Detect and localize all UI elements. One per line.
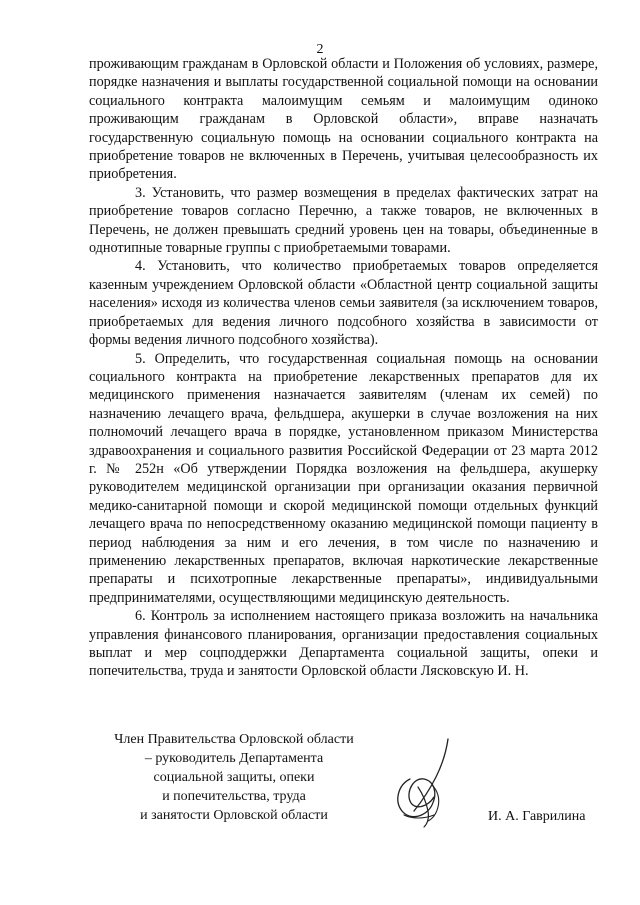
signatory-position — [84, 730, 384, 825]
signer-name: И. А. Гаврилина — [488, 809, 586, 824]
signatory-position-line: – руководитель Департамента — [144, 751, 324, 766]
signatory-position-line: социальной защиты, опеки — [153, 770, 315, 785]
paragraph-item-3: 3. Установить, что размер возмещения в пределах фактических затрат на приобретение товаров согласно Перечню, а также товаров, не включенных в Перечень, не должен превышать средний уровень цен на товары, объединенные в однотипные товарные группы с приобретаемыми товарами. — [89, 184, 598, 257]
paragraph-item-6: 6. Контроль за исполнением настоящего приказа возложить на начальника управления финансового планирования, организации предоставления социальных выплат и мер соцподдержки Департамента социальной защиты, опеки и попечительства, труда и занятости Орловской области Лясковскую И. Н. — [89, 608, 598, 680]
signatory-position-line: и попечительства, труда — [162, 789, 306, 804]
paragraph-continuation: проживающим гражданам в Орловской области и Положения об условиях, размере, порядке назначения и выплаты государственной социальной помощи на основании социального контракта малоимущим семьям и малоимущим одиноко проживающим гражданам в Орловской области», вправе назначать государственную социальную помощь на основании социального контракта на приобретение товаров не включенных в Перечень, учитывая целесообразность их приобретения. — [89, 56, 598, 183]
paragraph-item-4: 4. Установить, что количество приобретаемых товаров определяется казенным учреждением Орловской области «Областной центр социальной защиты населения» исходя из количества членов семьи заявителя (за исключением товаров, приобретаемых для ведения личного подсобного хозяйства в зависимости от формы ведения личного подсобного хозяйства). — [89, 258, 598, 349]
document-body — [89, 55, 598, 681]
signatory-position-line: и занятости Орловской области — [140, 808, 328, 823]
paragraph-item-5: 5. Определить, что государственная социальная помощь на основании социального контракта на приобретение лекарственных препаратов для их медицинского применения назначается заявителям (членам их семей) по назначению лечащего врача, фельдшера, акушерки в случае возложения на них полномочий лечащего врача в порядке, установленном приказом Министерства здравоохранения и социального развития Российской Федерации от 23 марта 2012 г. № 252н «Об утверждении Порядка возложения на фельдшера, акушерку руководителем медицинской организации при организации оказания первичной медико-санитарной помощи и скорой медицинской помощи отдельных функций лечащего врача по непосредственному оказанию медицинской помощи пациенту в период наблюдения за ним и его лечения, в том числе по назначению и применению лекарственных препаратов, включая наркотические лекарственные препараты и психотропные лекарственные препараты», индивидуальными предпринимателями, осуществляющими медицинскую деятельность. — [89, 350, 598, 606]
handwritten-signature — [388, 735, 460, 831]
signatory-position-line: Член Правительства Орловской области — [114, 732, 354, 747]
page-number: 2 — [316, 42, 324, 57]
